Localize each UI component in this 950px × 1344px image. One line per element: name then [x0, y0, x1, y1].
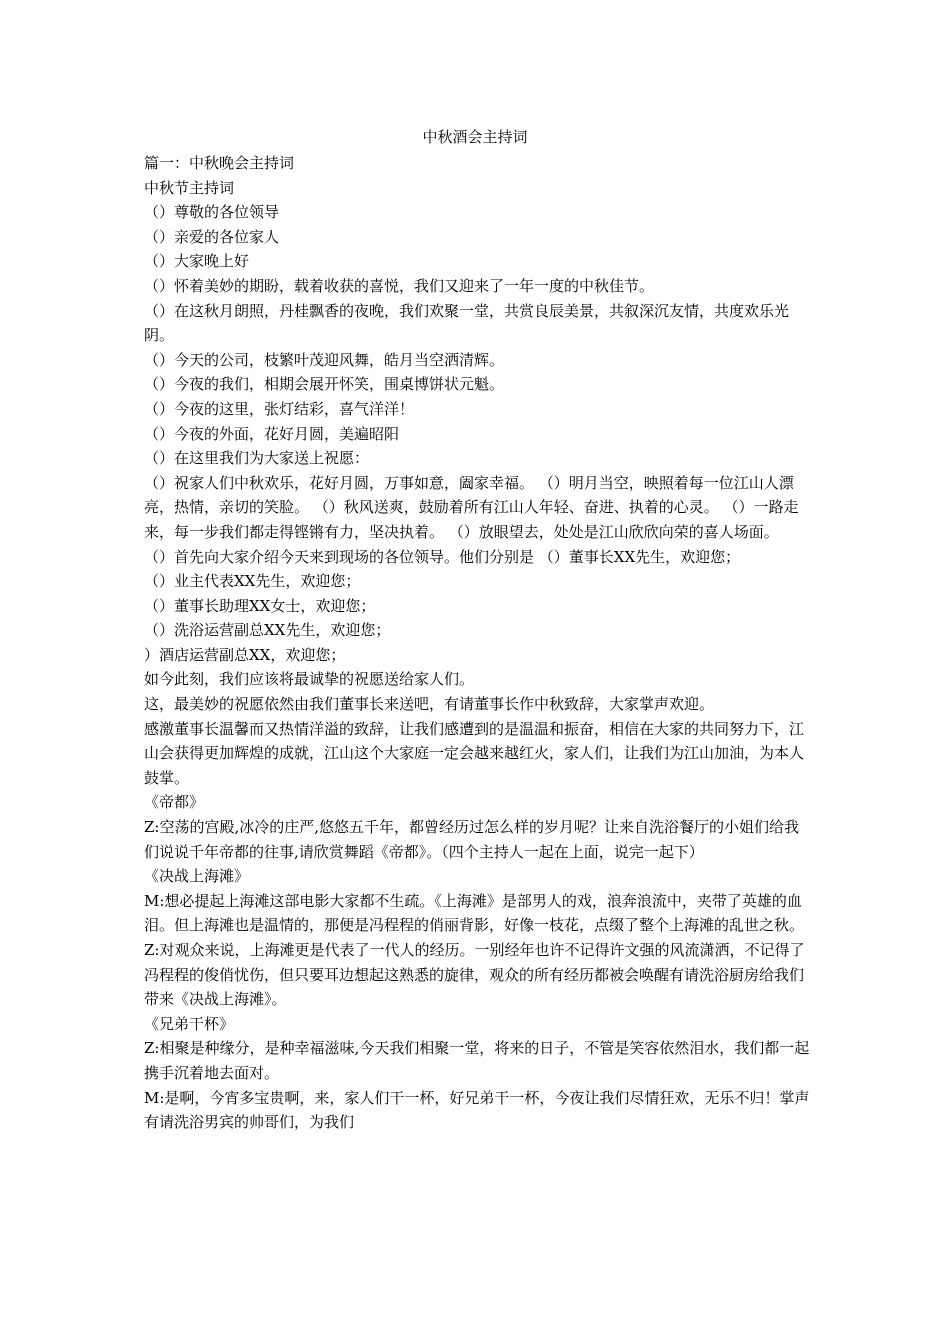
paragraph: Z:相聚是种缘分，是种幸福滋味,今天我们相聚一堂，将来的日子，不管是笑容依然泪水，我们都一起携手沉着地去面对。	[144, 1039, 810, 1082]
paragraph: （）亲爱的各位家人	[144, 227, 280, 246]
paragraph: （）董事长助理XX女士，欢迎您；	[144, 596, 376, 615]
paragraph: 《兄弟干杯》	[144, 1014, 235, 1033]
paragraph: ）酒店运营副总XX，欢迎您；	[144, 645, 346, 664]
paragraph: （）在这秋月朗照，丹桂飘香的夜晚，我们欢聚一堂，共赏良辰美景，共叙深沉友情，共度欢乐光阴。	[144, 301, 790, 345]
paragraph: M:想必提起上海滩这部电影大家都不生疏。《上海滩》是部男人的戏，浪奔浪流中，夹带了英雄的血泪。但上海滩也是温情的，那便是冯程程的俏丽背影，好像一枝花，点缀了整个上海滩的乱世之秋。	[144, 891, 805, 935]
paragraph: （）在这里我们为大家送上祝愿：	[144, 449, 370, 468]
paragraph: （）业主代表XX先生，欢迎您；	[144, 572, 361, 591]
paragraph: （）今夜的外面，花好月圆，美遍昭阳	[144, 424, 400, 443]
paragraph: Z:对观众来说，上海滩更是代表了一代人的经历。一别经年也许不记得许文强的风流潇洒，不记得了冯程程的俊俏忧伤，但只要耳边想起这熟悉的旋律，观众的所有经历都被会唤醒有请洗浴厨房给我们带来《决战上海滩》。	[144, 941, 805, 1009]
paragraph: （）首先向大家介绍今天来到现场的各位领导。他们分别是 （）董事长XX先生，欢迎您；	[144, 547, 741, 566]
paragraph: （）怀着美妙的期盼，载着收获的喜悦，我们又迎来了一年一度的中秋佳节。	[144, 276, 655, 295]
paragraph: （）洗浴运营副总XX先生，欢迎您；	[144, 621, 391, 640]
paragraph: 这，最美妙的祝愿依然由我们董事长来送吧，有请董事长作中秋致辞，大家掌声欢迎。	[144, 695, 715, 714]
paragraph: （）今夜的这里，张灯结彩，喜气洋洋！	[144, 399, 415, 418]
document-body	[144, 151, 814, 1135]
paragraph: 篇一：中秋晚会主持词	[144, 154, 295, 172]
paragraph: 《帝都》	[144, 793, 205, 812]
paragraph: （）今夜的我们，相期会展开怀笑，围桌博饼状元魁。	[144, 375, 505, 394]
paragraph: （）祝家人们中秋欢乐，花好月圆，万事如意，阖家幸福。 （）明月当空，映照着每一位江山人漂亮，热情，亲切的笑脸。 （）秋风送爽，鼓励着所有江山人年轻、奋进、执着的心灵。 （）一路走来，每一步我们都走得铿锵有力，坚决执着。 （）放眼望去，处处是江山欣欣向荣的喜人场面。	[144, 473, 799, 541]
paragraph: Z:空荡的宫殿,冰冷的庄严,悠悠五千年，都曾经历过怎么样的岁月呢？让来自洗浴餐厅的小姐们给我们说说千年帝都的往事,请欣赏舞蹈《帝都》。（四个主持人一起在上面，说完一起下）	[144, 818, 800, 861]
paragraph: （）尊敬的各位领导	[144, 203, 280, 222]
paragraph: （）大家晚上好	[144, 252, 250, 271]
paragraph: 《决战上海滩》	[144, 867, 250, 886]
paragraph: 感激董事长温馨而又热情洋溢的致辞，让我们感遭到的是温温和振奋，相信在大家的共同努力下，江山会获得更加辉煌的成就，江山这个大家庭一定会越来越红火，家人们，让我们为江山加油，为本人鼓掌。	[144, 719, 805, 787]
paragraph: 如今此刻，我们应该将最诚挚的祝愿送给家人们。	[144, 670, 475, 689]
paragraph: 中秋节主持词	[144, 178, 235, 197]
paragraph: M:是啊，今宵多宝贵啊，来，家人们干一杯，好兄弟干一杯，今夜让我们尽情狂欢，无乐不归！掌声有请洗浴男宾的帅哥们，为我们	[144, 1088, 810, 1132]
document-title: 中秋酒会主持词	[422, 128, 528, 146]
paragraph: （）今天的公司，枝繁叶茂迎风舞，皓月当空洒清辉。	[144, 350, 505, 369]
